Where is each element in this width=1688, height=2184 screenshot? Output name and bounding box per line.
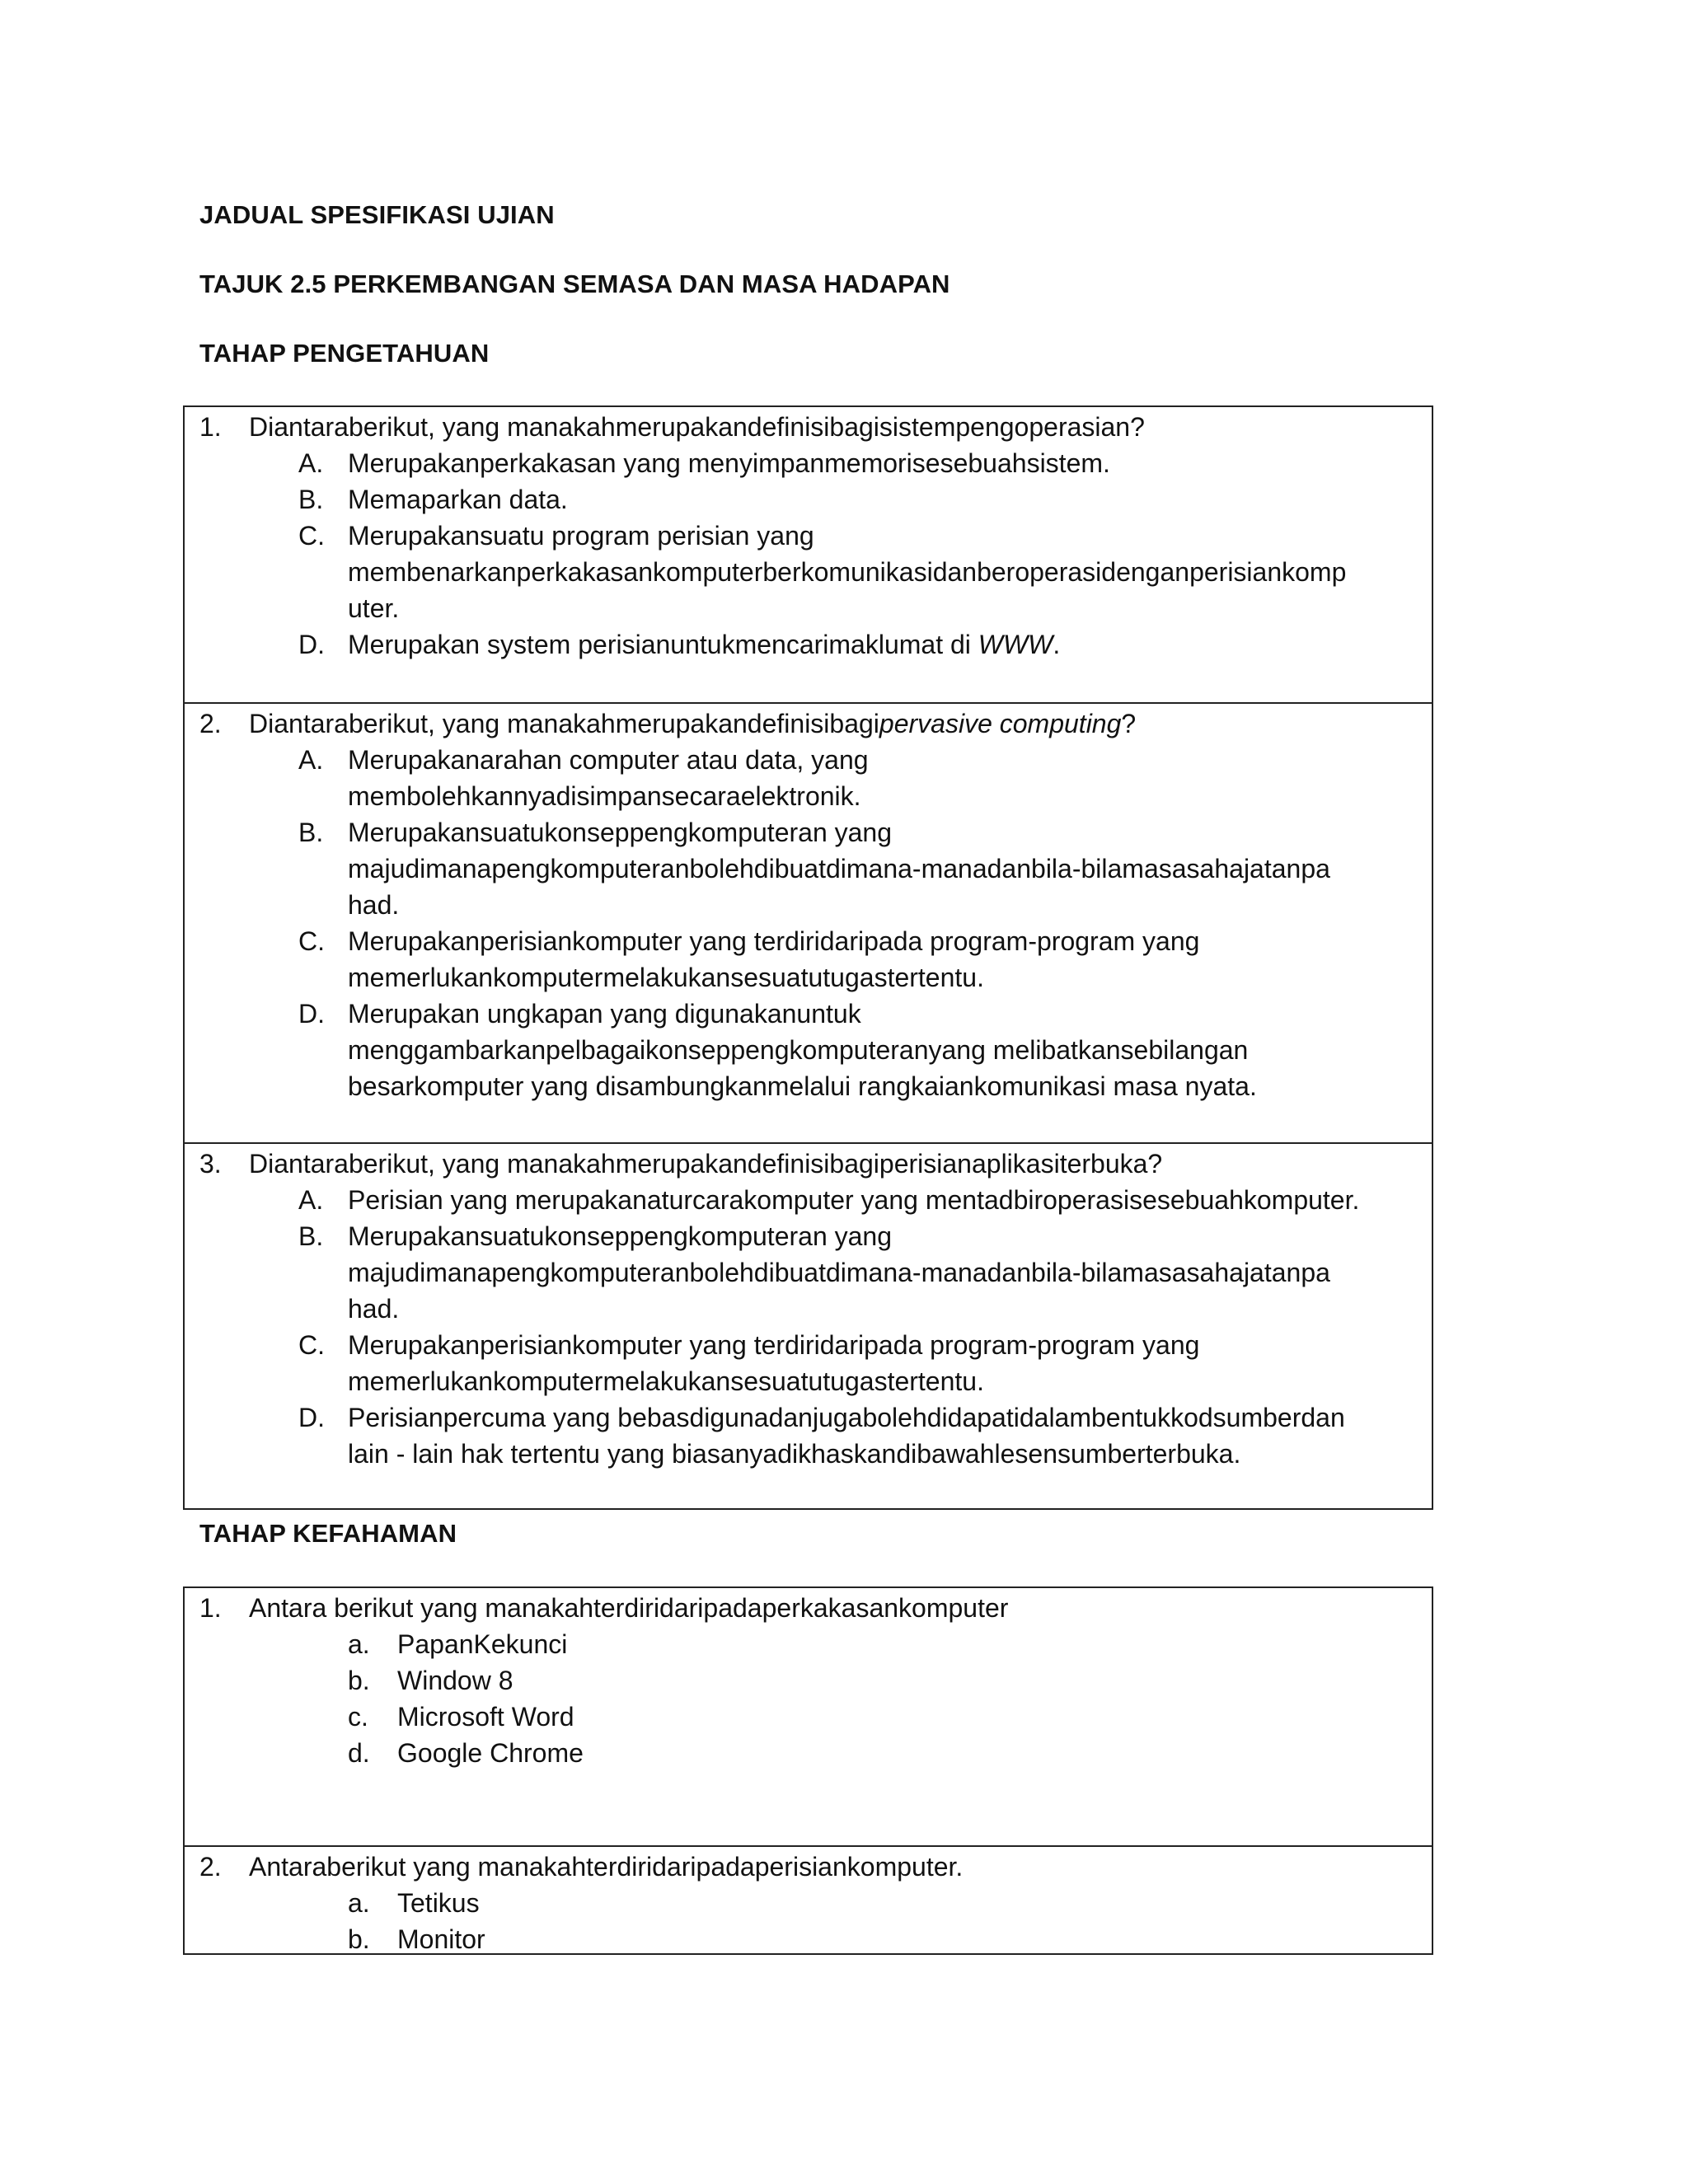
option-text: Merupakansuatukonseppengkomputeran yang [348, 818, 893, 847]
question-number: 3. [199, 1149, 222, 1179]
option-text: Window 8 [397, 1666, 513, 1695]
question-table-kefahaman [183, 1586, 1433, 1955]
option-letter: B. [298, 818, 324, 847]
option-letter: D. [298, 1403, 325, 1432]
section-heading-pengetahuan: TAHAP PENGETAHUAN [199, 339, 490, 368]
question-text: Antaraberikut yang manakahterdiridaripadaperisiankomputer. [249, 1852, 964, 1882]
question-text: Diantaraberikut, yang manakahmerupakandefinisibagisistempengoperasian? [249, 412, 1145, 442]
option-letter: B. [298, 485, 324, 514]
option-letter: b. [348, 1666, 370, 1695]
option-text: memerlukankomputermelakukansesuatutugastertentu. [348, 1366, 984, 1396]
option-text: Tetikus [397, 1888, 480, 1918]
option-letter: c. [348, 1702, 368, 1732]
option-text: membolehkannyadisimpansecaraelektronik. [348, 781, 861, 811]
option-text: Merupakanperisiankomputer yang terdiridaripada program-program yang [348, 1330, 1200, 1360]
option-letter: B. [298, 1221, 324, 1251]
option-letter: C. [298, 926, 325, 956]
option-text: Perisianpercuma yang bebasdigunadanjugabolehdidapatidalambentukkodsumberdan [348, 1403, 1345, 1432]
option-text: Monitor [397, 1924, 485, 1954]
question-number: 2. [199, 1852, 222, 1882]
question-table-pengetahuan [183, 405, 1433, 1510]
option-text: Merupakanperisiankomputer yang terdiridaripada program-program yang [348, 926, 1200, 956]
document-title: JADUAL SPESIFIKASI UJIAN [199, 200, 555, 229]
option-text: majudimanapengkomputeranbolehdibuatdimana-manadanbila-bilamasasahajatanpa [348, 854, 1330, 883]
question-number: 1. [199, 412, 222, 442]
option-letter: C. [298, 521, 325, 551]
option-letter: a. [348, 1629, 370, 1659]
option-letter: b. [348, 1924, 370, 1954]
option-text: PapanKekunci [397, 1629, 568, 1659]
question-cell [185, 407, 1432, 702]
option-text: Microsoft Word [397, 1702, 574, 1732]
question-text: Diantaraberikut, yang manakahmerupakandefinisibagipervasive computing? [249, 709, 1137, 738]
option-text: had. [348, 890, 400, 920]
option-text: membenarkanperkakasankomputerberkomunikasidanberoperasidenganperisiankomp [348, 557, 1347, 587]
question-cell [185, 1845, 1432, 1953]
option-text: Merupakanperkakasan yang menyimpanmemorisesebuahsistem. [348, 448, 1110, 478]
question-cell [185, 1142, 1432, 1508]
option-letter: A. [298, 448, 324, 478]
option-letter: D. [298, 630, 325, 659]
option-text: menggambarkanpelbagaikonseppengkomputeranyang melibatkansebilangan [348, 1035, 1249, 1065]
option-text: Merupakan ungkapan yang digunakanuntuk [348, 999, 861, 1029]
option-letter: D. [298, 999, 325, 1029]
section-heading-kefahaman: TAHAP KEFAHAMAN [199, 1519, 457, 1548]
option-text: Merupakan system perisianuntukmencarimaklumat di WWW. [348, 630, 1061, 659]
question-text: Antara berikut yang manakahterdiridaripadaperkakasankomputer [249, 1593, 1009, 1623]
option-text: Google Chrome [397, 1738, 584, 1768]
question-cell [185, 702, 1432, 1142]
question-cell [185, 1588, 1432, 1845]
option-letter: C. [298, 1330, 325, 1360]
option-letter: a. [348, 1888, 370, 1918]
option-text: Merupakansuatukonseppengkomputeran yang [348, 1221, 893, 1251]
option-letter: A. [298, 1185, 324, 1215]
topic-title: TAJUK 2.5 PERKEMBANGAN SEMASA DAN MASA HADAPAN [199, 269, 950, 298]
question-text: Diantaraberikut, yang manakahmerupakandefinisibagiperisianaplikasiterbuka? [249, 1149, 1163, 1179]
option-text: lain - lain hak tertentu yang biasanyadikhaskandibawahlesensumberterbuka. [348, 1439, 1241, 1469]
option-text: Perisian yang merupakanaturcarakomputer yang mentadbiroperasisesebuahkomputer. [348, 1185, 1360, 1215]
option-text: majudimanapengkomputeranbolehdibuatdimana-manadanbila-bilamasasahajatanpa [348, 1258, 1330, 1287]
question-number: 1. [199, 1593, 222, 1623]
option-text: Memaparkan data. [348, 485, 568, 514]
option-text: Merupakansuatu program perisian yang [348, 521, 814, 551]
option-text: besarkomputer yang disambungkanmelalui rangkaiankomunikasi masa nyata. [348, 1071, 1257, 1101]
option-text: Merupakanarahan computer atau data, yang [348, 745, 869, 775]
option-text: memerlukankomputermelakukansesuatutugastertentu. [348, 963, 984, 992]
option-letter: d. [348, 1738, 370, 1768]
option-letter: A. [298, 745, 324, 775]
option-text: uter. [348, 593, 400, 623]
option-text: had. [348, 1294, 400, 1324]
question-number: 2. [199, 709, 222, 738]
